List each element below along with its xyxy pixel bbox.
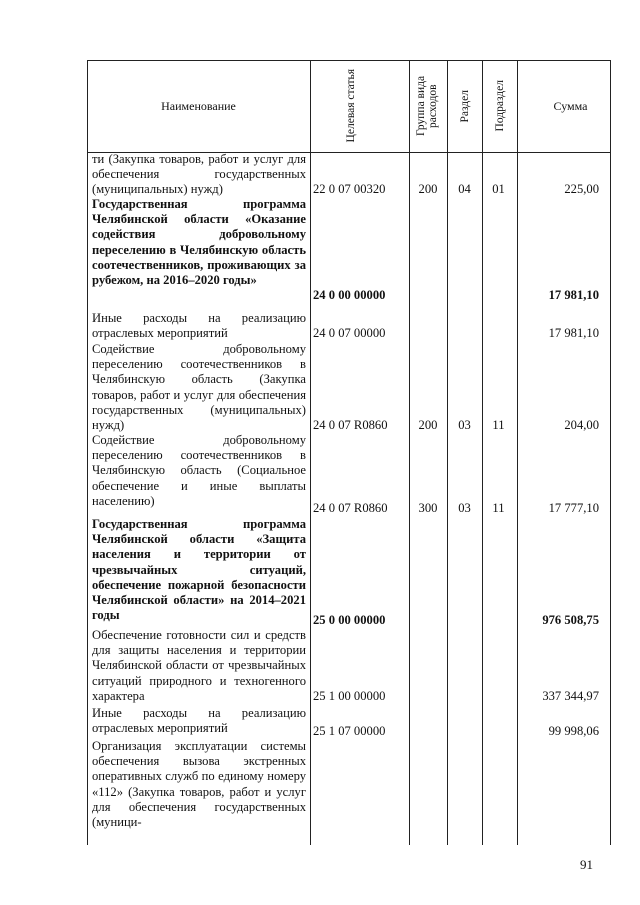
row-name: Организация эксплуатации системы обеспечения вызова экстренных оперативных служб по единому номеру «112» (Закупка товаров, работ и услуг для обеспечения государственных (муници- — [92, 739, 306, 830]
row-code: 24 0 07 R0860 — [313, 501, 388, 515]
row-code: 22 0 07 00320 — [313, 182, 386, 196]
col-border — [87, 60, 88, 845]
budget-table — [87, 60, 610, 845]
row-sum: 17 981,10 — [548, 326, 599, 340]
col-border — [610, 60, 611, 845]
row-sum: 99 998,06 — [548, 724, 599, 738]
header-podrazdel: Подраздел — [493, 80, 506, 132]
row-sum: 976 508,75 — [542, 613, 599, 627]
row-code: 25 1 00 00000 — [313, 689, 386, 703]
header-name: Наименование — [161, 98, 236, 113]
row-code: 24 0 07 R0860 — [313, 418, 388, 432]
row-razdel: 03 — [458, 418, 471, 432]
header-code: Целевая статья — [344, 69, 357, 143]
row-code: 25 1 07 00000 — [313, 724, 386, 738]
row-razdel: 03 — [458, 501, 471, 515]
row-name: Иные расходы на реализацию отраслевых мероприятий — [92, 311, 306, 341]
row-group: 200 — [418, 182, 438, 196]
row-podrazdel: 11 — [492, 418, 505, 432]
row-name: Содействие добровольному переселению соотечественников в Челябинскую область (Закупка товаров, работ и услуг для обеспечения государственных (муниципальных) нужд) — [92, 342, 306, 433]
row-razdel: 04 — [458, 182, 471, 196]
row-sum: 225,00 — [564, 182, 599, 196]
col-border — [482, 60, 483, 845]
row-sum: 17 777,10 — [548, 501, 599, 515]
row-sum: 17 981,10 — [548, 288, 599, 302]
row-name: Иные расходы на реализацию отраслевых мероприятий — [92, 706, 306, 736]
header-sum: Сумма — [553, 98, 588, 113]
row-code: 24 0 00 00000 — [313, 288, 386, 302]
row-sum: 337 344,97 — [542, 689, 599, 703]
row-code: 25 0 00 00000 — [313, 613, 386, 627]
row-group: 200 — [418, 418, 438, 432]
row-name: Обеспечение готовности сил и средств для защиты населения и территории Челябинской области от чрезвычайных ситуаций природного и техногенного характера — [92, 628, 306, 703]
col-border — [310, 60, 311, 845]
row-group: 300 — [418, 501, 438, 515]
row-podrazdel: 01 — [492, 182, 505, 196]
row-code: 24 0 07 00000 — [313, 326, 386, 340]
col-border — [447, 60, 448, 845]
row-podrazdel: 11 — [492, 501, 505, 515]
row-name: Государственная программа Челябинской области «Защита населения и территории от чрезвычайных ситуаций, обеспечение пожарной безопасности Челябинской области» на 2014–2021 годы — [92, 517, 306, 623]
col-border — [409, 60, 410, 845]
header-group: Группа вида расходов — [415, 75, 439, 137]
row-name: Содействие добровольному переселению соотечественников в Челябинскую область (Социальное обеспечение и иные выплаты населению) — [92, 433, 306, 508]
row-name: ти (Закупка товаров, работ и услуг для обеспечения государственных (муниципальных) нужд) — [92, 152, 306, 197]
page-number: 91 — [580, 857, 593, 872]
row-sum: 204,00 — [564, 418, 599, 432]
header-razdel: Раздел — [458, 89, 471, 123]
row-name: Государственная программа Челябинской области «Оказание содействия добровольному переселению в Челябинскую область соотечественников, проживающих за рубежом, на 2016–2020 годы» — [92, 197, 306, 288]
